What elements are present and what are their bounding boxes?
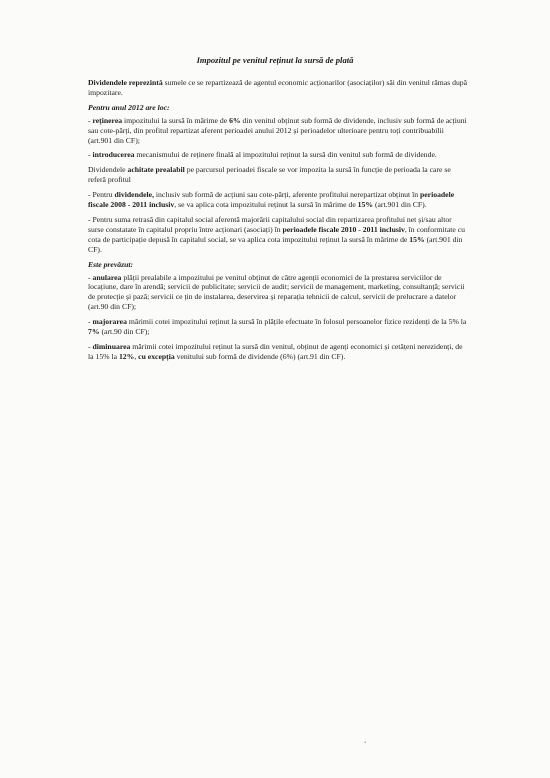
paragraph-dividends-definition: Dividendele reprezintă sumele ce se repartizează de agentul economic acționarilor (asociaților) săi din venitul rămas după impozitare.	[88, 78, 468, 97]
document-title: Impozitul pe venitul reținut la sursă de plată	[196, 55, 354, 65]
paragraph-retinerea: - reținerea impozitului la sursă în mărime de 6% din venitul obținut sub formă de dividende, inclusiv sub formă de acțiuni sau cote-părți, din profitul repartizat aferent perioadei anului 2012 și perioadelor ulterioare pentru toți contribuabilii (art.901 din CF);	[88, 115, 467, 145]
paragraph-anularea: - anularea plății prealabile a impozitului pe venitul obținut de către agenții economici de la prestarea serviciilor de locațiune, dare în arendă; servicii de publicitate; servicii de audit; servicii de management, marketing, consultanță; servicii de protecție și pază; servicii ce țin de instalarea, deservirea și reparația tehnicii de calcul, servicii de prelucrare a datelor (art.90 din CF);	[88, 272, 465, 312]
paragraph-achitate-prealabil: Dividendele achitate prealabil pe parcursul perioadei fiscale se vor impozita la sursă în funcție de perioada la care se referă profitul	[88, 165, 451, 185]
term-dividende: Dividendele reprezintă	[88, 78, 163, 87]
document-body	[88, 78, 468, 367]
paragraph-dividendele-2008-2011: - Pentru dividendele, inclusiv sub formă de acțiuni sau cote-părți, aferente profitului nerepartizat obținut în perioadele fiscale 2008 - 2011 inclusiv, se va aplica cota impozitului reținut la sursă în mărime de 15% (art.901 din CF).	[88, 190, 455, 210]
bottom-mark: ‘	[364, 740, 367, 748]
heading-este-prevazut: Este prevăzut:	[88, 259, 134, 269]
paragraph-diminuarea: - diminuarea mărimii cotei impozitului reținut la sursă din venitul, obținut de agenți economici și cetățeni nerezidenți, de la 15% la 12%, cu excepția venitului sub formă de dividende (6%) (art.91 din CF).	[88, 341, 463, 361]
paragraph-introducerea: - introducerea mecanismului de reținere finală al impozitului reținut la sursă din venitul sub formă de dividende.	[88, 150, 437, 160]
paragraph-majorarea: - majorarea mărimii cotei impozitului reținut la sursă în plățile efectuate în folosul persoanelor fizice rezidenți de la 5% la 7% (art.90 din CF);	[88, 317, 467, 337]
paragraph-suma-retrasa: - Pentru suma retrasă din capitalul social aferentă majorării capitalului social din repartizarea profitului net și/sau altor surse constatate în capitalul propriu între acționari (asociați) în perioadele fiscale 2010 - 2011 inclusiv, în conformitate cu cota de participație depusă în capitalul social, se va aplica cota impozitului reținut la sursă în mărime de 15% (art.901 din CF).	[88, 214, 466, 254]
heading-year-2012: Pentru anul 2012 are loc:	[88, 102, 170, 112]
